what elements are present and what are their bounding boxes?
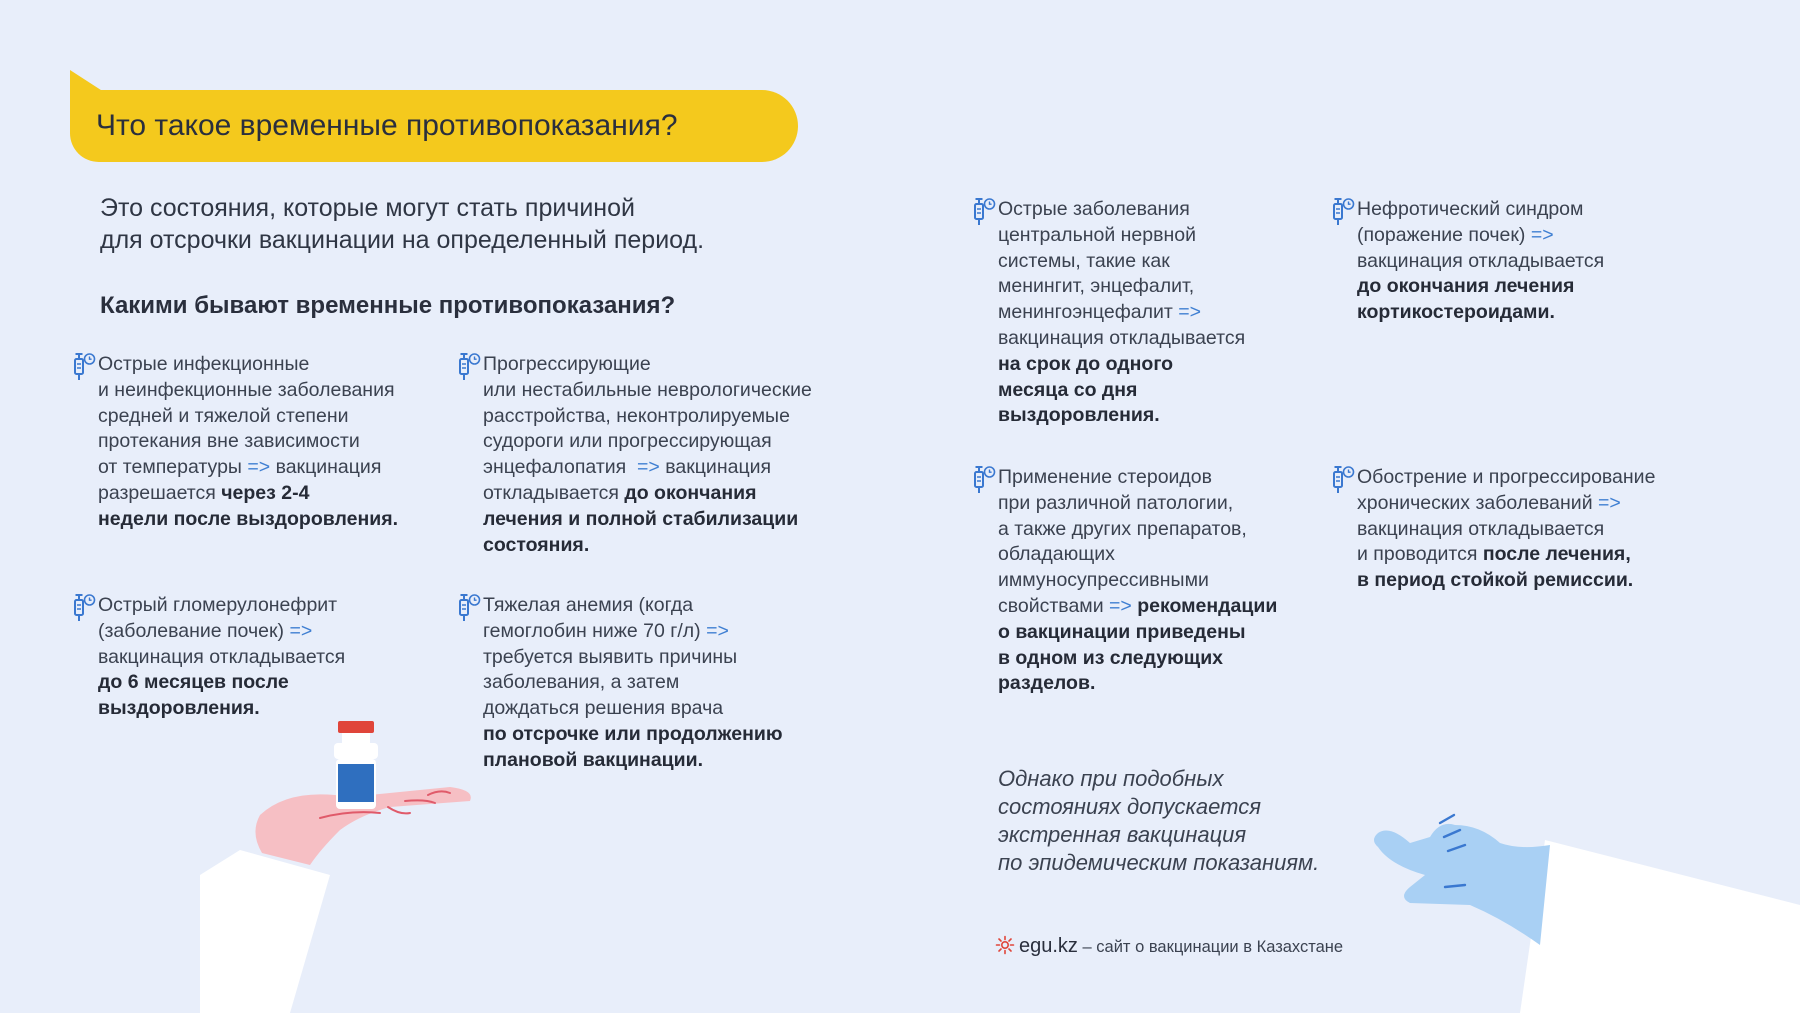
item-text: вакцинация [665,456,772,479]
item-emphasis: до окончания [624,481,757,504]
item-text: энцефалопатия [483,456,627,479]
item-text: гемоглобин ниже 70 г/л) [483,619,701,642]
item-line [1357,223,1677,249]
item-line [98,455,438,481]
item-line: иммуносупрессивными [998,569,1209,592]
item-acute-infectious [98,352,438,533]
arrow: => [1178,301,1202,324]
item-emphasis: выздоровления. [998,404,1160,427]
title-banner-tail [70,70,104,92]
item-line: Острые заболевания [998,198,1190,220]
item-text: разрешается [98,481,216,504]
item-line [1357,491,1737,517]
item-line [483,481,863,507]
item-line: средней и тяжелой степени [98,404,349,427]
item-line: системы, такие как [998,249,1170,272]
section-subtitle: Какими бывают временные противопоказания? [100,292,676,319]
item-line: судороги или прогрессирующая [483,430,772,453]
item-emphasis: о вакцинации приведены [998,620,1246,643]
note-line: по эпидемическим показаниям. [998,850,1320,875]
item-chronic [1357,465,1737,594]
item-emphasis: кортикостероидами. [1357,301,1555,324]
arrow: => [247,456,271,479]
page-title: Что такое временные противопоказания? [96,109,678,142]
item-anemia [483,593,863,774]
site-link[interactable]: egu.kz [1019,935,1078,957]
note-line: экстренная вакцинация [998,822,1247,847]
item-line: центральной нервной [998,223,1196,246]
item-line: расстройства, неконтролируемые [483,404,790,427]
item-line: Острые инфекционные [98,353,310,375]
syringe-clock-icon [70,593,96,623]
item-emphasis: до 6 месяцев после [98,671,289,694]
hand-with-vial-illustration [200,715,490,1013]
item-line: Применение стероидов [998,466,1213,488]
item-line: протекания вне зависимости [98,430,360,453]
footer [995,935,1343,958]
item-text: свойствами [998,594,1104,617]
item-line: вакцинация откладывается [98,645,346,668]
item-text: откладывается [483,481,619,504]
item-line [98,619,438,645]
item-text: от температуры [98,456,242,479]
intro-text [100,192,860,256]
arrow: => [1109,594,1132,617]
item-emphasis: недели после выздоровления. [98,507,399,530]
item-emphasis: через 2-4 [221,481,310,504]
item-emphasis: рекомендации [1137,594,1278,617]
gloved-hand-illustration [1370,785,1800,1013]
item-text: вакцинация [275,456,382,479]
syringe-clock-icon [455,593,481,623]
item-line [483,619,863,645]
item-line: Тяжелая анемия (когда [483,594,694,616]
item-emphasis: до окончания лечения [1357,275,1575,298]
right-sleeve [1520,840,1800,1013]
egu-logo-icon [995,935,1015,955]
arrow: => [637,456,660,479]
item-line [483,455,863,481]
item-nephrotic [1357,197,1677,326]
note-line: состояниях допускается [998,794,1261,819]
item-emphasis: выздоровления. [98,697,260,720]
item-emphasis: лечения и полной стабилизации [483,507,799,530]
item-text: хронических заболеваний [1357,491,1593,514]
item-line [1357,542,1737,568]
arrow: => [1598,491,1621,514]
item-line: Прогрессирующие [483,353,651,375]
item-line: Обострение и прогрессирование [1357,466,1656,488]
item-glomerulonephritis [98,593,438,722]
emergency-vaccination-note [998,765,1398,877]
footer-text: – сайт о вакцинации в Казахстане [1082,938,1344,956]
item-emphasis: по отсрочке или продолжению [483,722,783,745]
left-sleeve [200,850,330,1013]
item-cns [998,197,1318,429]
item-emphasis: плановой вакцинации. [483,748,704,771]
intro-line: для отсрочки вакцинации на определенный период. [100,226,705,254]
title-banner [70,90,798,162]
item-text: и проводится [1357,543,1478,566]
syringe-clock-icon [1329,465,1355,495]
syringe-clock-icon [970,197,996,227]
item-emphasis: в одном из следующих [998,646,1224,669]
item-emphasis: на срок до одного [998,352,1174,375]
item-line: или нестабильные неврологические [483,378,812,401]
item-text: менингоэнцефалит [998,301,1173,324]
arrow: => [289,619,313,642]
item-line [998,594,1338,620]
item-emphasis: разделов. [998,672,1096,695]
item-line: заболевания, а затем [483,671,680,694]
item-line: при различной патологии, [998,491,1234,514]
item-emphasis: месяца со дня [998,378,1138,401]
arrow: => [706,619,729,642]
item-line: вакцинация откладывается [1357,517,1605,540]
note-line: Однако при подобных [998,766,1224,791]
item-emphasis: в период стойкой ремиссии. [1357,569,1634,592]
arrow: => [1530,223,1554,246]
item-line: а также других препаратов, [998,517,1247,540]
item-line [998,300,1318,326]
item-line: требуется выявить причины [483,645,738,668]
syringe-clock-icon [455,352,481,382]
item-line [98,481,438,507]
item-line: менингит, энцефалит, [998,275,1195,298]
item-line: и неинфекционные заболевания [98,378,395,401]
item-progressive-neuro [483,352,863,558]
item-steroids [998,465,1338,697]
item-line: Острый гломерулонефрит [98,594,338,616]
syringe-clock-icon [970,465,996,495]
item-text: (заболевание почек) [98,619,285,642]
vial-cap [338,721,374,733]
item-line: вакцинация откладывается [1357,249,1605,272]
item-line: дождаться решения врача [483,697,724,720]
item-line: Нефротический синдром [1357,198,1584,220]
intro-line: Это состояния, которые могут стать причиной [100,194,635,222]
item-line: вакцинация откладывается [998,326,1246,349]
item-text: (поражение почек) [1357,223,1526,246]
item-emphasis: состояния. [483,533,590,556]
syringe-clock-icon [70,352,96,382]
syringe-clock-icon [1329,197,1355,227]
item-line: обладающих [998,543,1115,566]
item-emphasis: после лечения, [1482,543,1631,566]
